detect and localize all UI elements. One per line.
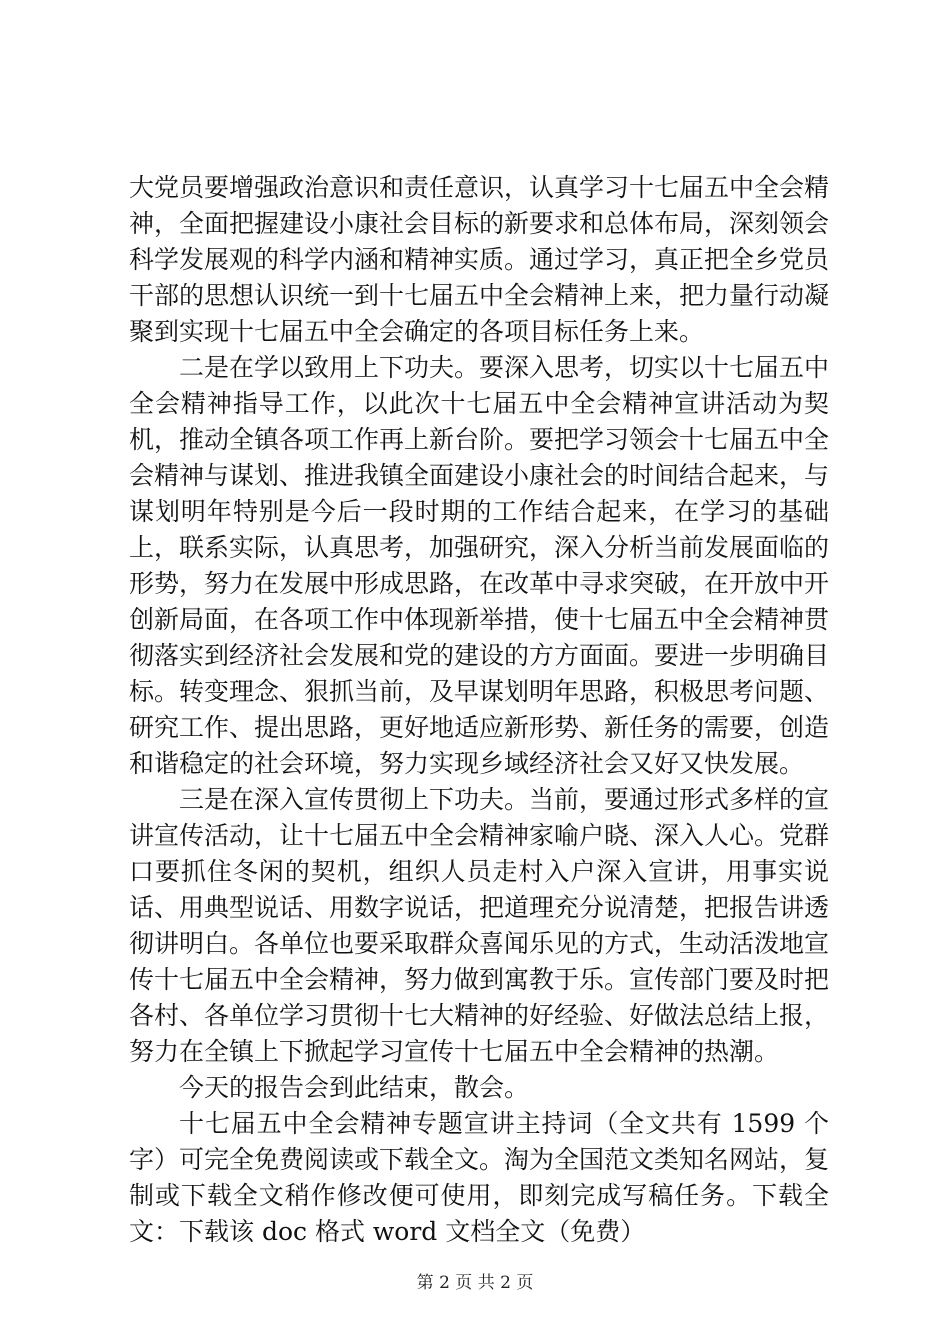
paragraph-download-notice: 十七届五中全会精神专题宣讲主持词（全文共有 1599 个字）可完全免费阅读或下载全文。淘为全国范文类知名网站，复制或下载全文稍作修改便可使用，即刻完成写稿任务。下载全文：下载该 doc 格式 word 文档全文（免费）: [129, 1109, 830, 1246]
paragraph-point-three: 三是在深入宣传贯彻上下功夫。当前，要通过形式多样的宣讲宣传活动，让十七届五中全会精神家喻户晓、深入人心。党群口要抓住冬闲的契机，组织人员走村入户深入宣讲，用事实说话、用典型说话、用数字说话，把道理充分说清楚，把报告讲透彻讲明白。各单位也要采取群众喜闻乐见的方式，生动活泼地宣传十七届五中全会精神，努力做到寓教于乐。宣传部门要及时把各村、各单位学习贯彻十七大精神的好经验、好做法总结上报，努力在全镇上下掀起学习宣传十七届五中全会精神的热潮。: [129, 785, 830, 1066]
document-body: [129, 170, 829, 1250]
paragraph-continuation: 大党员要增强政治意识和责任意识，认真学习十七届五中全会精神，全面把握建设小康社会目标的新要求和总体布局，深刻领会科学发展观的科学内涵和精神实质。通过学习，真正把全乡党员干部的思想认识统一到十七届五中全会精神上来，把力量行动凝聚到实现十七届五中全会确定的各项目标任务上来。: [129, 173, 830, 346]
page-footer: 第 2 页 共 2 页: [416, 1273, 534, 1293]
paragraph-point-two: 二是在学以致用上下功夫。要深入思考，切实以十七届五中全会精神指导工作，以此次十七届五中全会精神宣讲活动为契机，推动全镇各项工作再上新台阶。要把学习领会十七届五中全会精神与谋划、推进我镇全面建设小康社会的时间结合起来，与谋划明年特别是今后一段时期的工作结合起来，在学习的基础上，联系实际，认真思考，加强研究，深入分析当前发展面临的形势，努力在发展中形成思路，在改革中寻求突破，在开放中开创新局面，在各项工作中体现新举措，使十七届五中全会精神贯彻落实到经济社会发展和党的建设的方方面面。要进一步明确目标。转变理念、狠抓当前，及早谋划明年思路，积极思考问题、研究工作、提出思路，更好地适应新形势、新任务的需要，创造和谐稳定的社会环境，努力实现乡域经济社会又好又快发展。: [129, 353, 830, 778]
paragraph-closing: 今天的报告会到此结束，散会。: [179, 1073, 530, 1102]
